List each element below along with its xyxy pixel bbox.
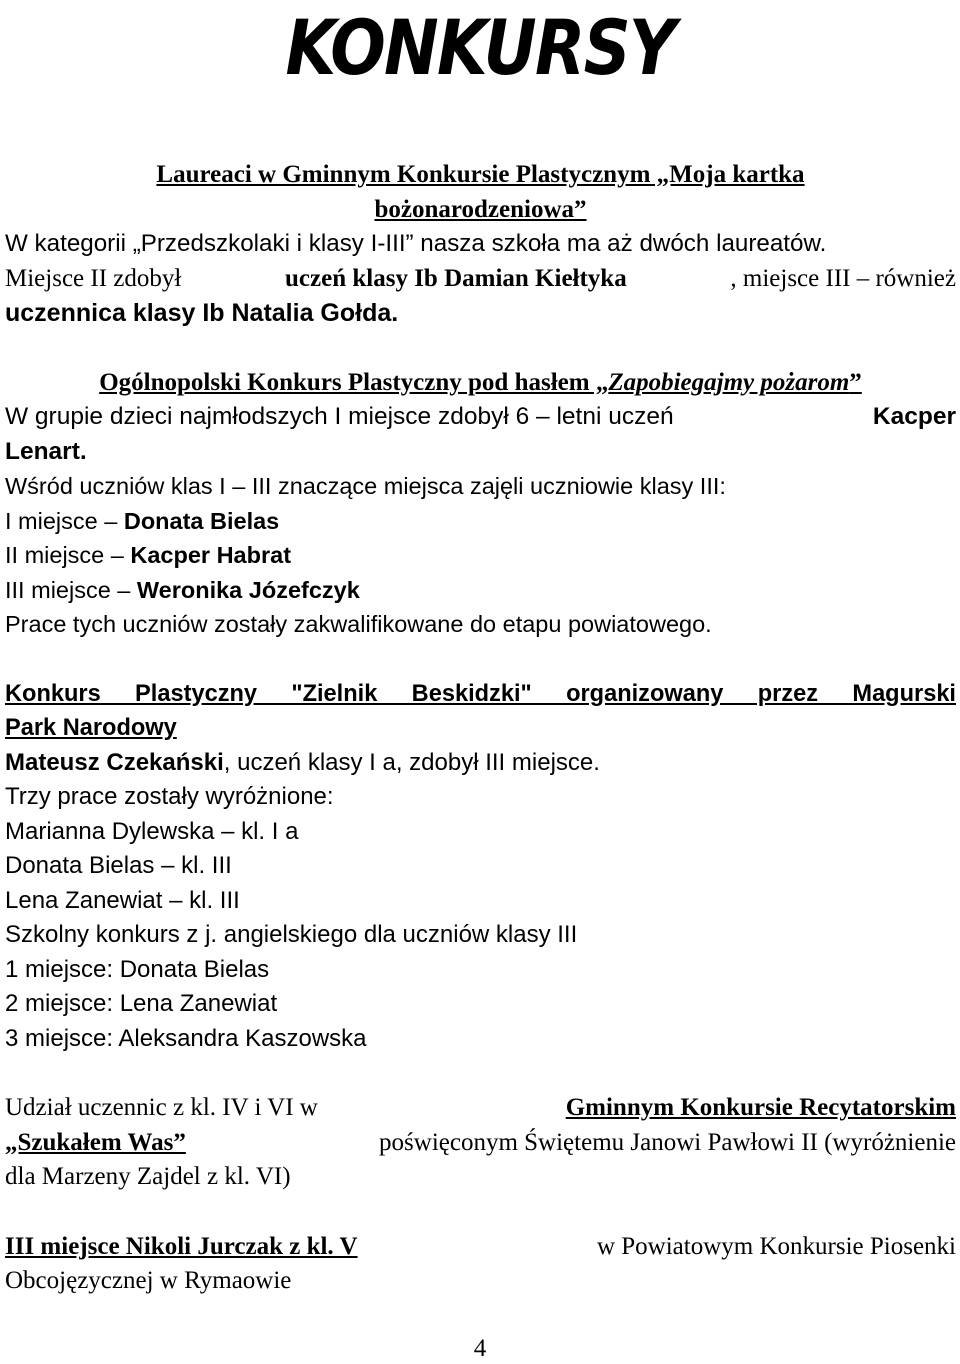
- spacer: [5, 331, 956, 366]
- paragraph: Prace tych uczniów zostały zakwalifikowane do etapu powiatowego.: [5, 611, 712, 637]
- paragraph-line: [5, 262, 956, 297]
- text: W grupie dzieci najmłodszych I miejsce zdobył 6 – letni uczeń: [5, 403, 674, 430]
- section-heading-line: Park Narodowy: [5, 715, 177, 741]
- section-heading-line: Konkurs Plastyczny "Zielnik Beskidzki" organizowany przez Magurski: [5, 680, 956, 707]
- paragraph: W kategorii „Przedszkolaki i klasy I-III” nasza szkoła ma aż dwóch laureatów.: [5, 230, 827, 257]
- document-body: [5, 158, 956, 1299]
- contest-name: Gminnym Konkursie Recytatorskim: [565, 1094, 956, 1121]
- spacer: [5, 642, 956, 677]
- paragraph-line: [5, 1230, 956, 1265]
- text: w Powiatowym Konkursie Piosenki: [596, 1232, 956, 1260]
- place-label: I miejsce –: [5, 507, 124, 534]
- winner-name: III miejsce Nikoli Jurczak z kl. V: [5, 1232, 358, 1260]
- contest-name: „Szukałem Was”: [5, 1128, 186, 1156]
- winner-name: Kacper Habrat: [130, 542, 292, 568]
- text: Udział uczennic z kl. IV i VI w: [5, 1094, 318, 1121]
- section-heading: [5, 366, 956, 401]
- page-title: KONKURSY: [285, 3, 675, 92]
- list-item: 3 miejsce: Aleksandra Kaszowska: [5, 1024, 367, 1052]
- list-item: Marianna Dylewska – kl. I a: [5, 817, 299, 845]
- list-item: Lena Zanewiat – kl. III: [5, 886, 240, 914]
- paragraph: Wśród uczniów klas I – III znaczące miejsca zajęli uczniowie klasy III:: [5, 473, 726, 499]
- heading-text: Ogólnopolski Konkurs Plastyczny pod hasłem „: [99, 368, 609, 396]
- list-item: 1 miejsce: Donata Bielas: [5, 955, 270, 983]
- heading-italic: Zapobiegajmy pożarom: [608, 368, 850, 396]
- list-item: Donata Bielas – kl. III: [5, 852, 232, 879]
- paragraph-line: [5, 1126, 956, 1161]
- result-line: [5, 538, 956, 573]
- paragraph-line: [5, 400, 956, 435]
- page-number: 4: [473, 1335, 487, 1362]
- place-label: II miejsce –: [5, 542, 131, 568]
- list-item: 2 miejsce: Lena Zanewiat: [5, 990, 278, 1017]
- winner-name: Kacper: [872, 403, 956, 430]
- winner-name: Donata Bielas: [123, 507, 280, 534]
- heading-line: bożonarodzeniowa”: [374, 195, 587, 223]
- heading-text: ”: [849, 368, 862, 396]
- heading-line: Laureaci w Gminnym Konkursie Plastycznym „Moja kartka: [156, 161, 805, 188]
- result-line: [5, 573, 956, 608]
- paragraph-line: Obcojęzycznej w Rymaowie: [5, 1267, 292, 1294]
- winner-name: Weronika Józefczyk: [136, 576, 360, 603]
- section-song-contest: [5, 1230, 956, 1299]
- place-label: III miejsce –: [5, 576, 137, 603]
- paragraph: Szkolny konkurs z j. angielskiego dla uczniów klasy III: [5, 921, 578, 948]
- spacer: [5, 1195, 956, 1230]
- text: , miejsce III – również: [730, 264, 956, 292]
- section-herbarium-contest: [5, 677, 956, 1057]
- winner-name: Mateusz Czekański: [5, 748, 224, 776]
- result-line: [5, 746, 956, 781]
- paragraph-line: [5, 1091, 956, 1126]
- text: poświęconym Świętemu Janowi Pawłowi II (wyróżnienie: [379, 1128, 956, 1156]
- section-recitation-contest: [5, 1091, 956, 1195]
- text: Miejsce II zdobył: [5, 264, 182, 292]
- winner-name: uczeń klasy Ib Damian Kiełtyka: [285, 264, 627, 292]
- spacer: [5, 1056, 956, 1091]
- winner-name: uczennica klasy Ib Natalia Gołda.: [5, 299, 399, 327]
- text: , uczeń klasy I a, zdobył III miejsce.: [223, 748, 600, 776]
- paragraph-line: dla Marzeny Zajdel z kl. VI): [5, 1163, 291, 1190]
- result-line: [5, 504, 956, 539]
- section-christmas-card-contest: [5, 158, 956, 331]
- paragraph: Trzy prace zostały wyróżnione:: [5, 783, 334, 810]
- section-fire-prevention-contest: [5, 366, 956, 642]
- section-heading: [5, 158, 956, 227]
- winner-name: Lenart.: [5, 437, 87, 465]
